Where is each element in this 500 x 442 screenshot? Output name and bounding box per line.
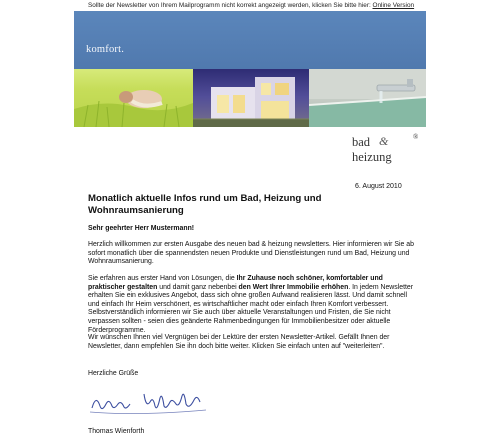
benefits-highlight-1: Ihr Zuhause noch schöner, komfortabler und praktischer gestalten (88, 275, 383, 291)
sender-name: Thomas Wienforth (88, 428, 145, 435)
logo-word-bad: bad (352, 135, 371, 149)
newsletter-date: 6. August 2010 (355, 183, 402, 190)
logo-registered-mark: ® (413, 133, 419, 141)
benefits-highlight-2: den Wert Ihrer Immobilie erhöhen (238, 283, 349, 291)
newsletter-title: Monatlich aktuelle Infos rund um Bad, Heizung und Wohnraumsanierung (88, 193, 322, 216)
logo-ampersand: & (379, 134, 389, 148)
person-in-grass-photo (74, 69, 193, 127)
modern-house-photo (193, 69, 309, 127)
bathtub-faucet-photo (309, 69, 426, 127)
intro-paragraph: Herzlich willkommen zur ersten Ausgabe des neuen bad & heizung newsletters. Hier informieren wir Sie ab sofort monatlich über die spannendsten neuen Produkte und Dienstleistungen rund um Bad, Heizung und Wohnraumsanierung. (88, 241, 414, 266)
logo-word-heizung: heizung (352, 150, 392, 164)
person-in-grass-illustration (74, 69, 193, 127)
benefits-text-3: . In jedem Newsletter erhalten Sie ein exklusives Angebot, dass sich ohne großen Aufwand realisieren lässt. Und damit schnell und einfach Ihr Heim verschönert, es wirtschaftlicher macht oder einfach Ihren Komfort verbessert. Selbstverständlich informieren wir Sie auch über aktuelle Veranstaltungen und Fristen, die Sie nicht verpassen sollten - seien dies geänderte Rahmenbedingungen für Immobilienbesitzer oder aktuelle Förderprogramme. (88, 283, 414, 334)
benefits-text-1: Sie erfahren aus erster Hand von Lösungen, die (88, 275, 237, 282)
house-illustration (193, 69, 309, 127)
closing-greeting: Herzliche Grüße (88, 370, 139, 377)
salutation: Sehr geehrter Herr Mustermann! (88, 225, 195, 232)
notice-text: Sollte der Newsletter von Ihrem Mailprogramm nicht korrekt angezeigt werden, klicken Sie bitte hier: (88, 2, 373, 9)
photo-strip (74, 69, 426, 127)
bad-heizung-logo (352, 135, 422, 169)
closing-paragraph: Wir wünschen Ihnen viel Vergnügen bei der Lektüre der ersten Newsletter-Artikel. Gefällt Ihnen der Newsletter, dann empfehlen Sie ihn doch bitte weiter. Klicken Sie einfach unten auf "weiterleiten". (88, 334, 390, 350)
handwritten-signature (86, 382, 226, 422)
online-version-notice (88, 1, 418, 10)
benefits-text-2: und damit ganz nebenbei (157, 283, 239, 291)
header-banner (74, 11, 426, 69)
online-version-link[interactable]: Online Version (372, 2, 415, 9)
bathtub-illustration (309, 69, 426, 127)
brand-wordmark: komfort. (86, 44, 125, 55)
benefits-paragraph (88, 275, 418, 335)
